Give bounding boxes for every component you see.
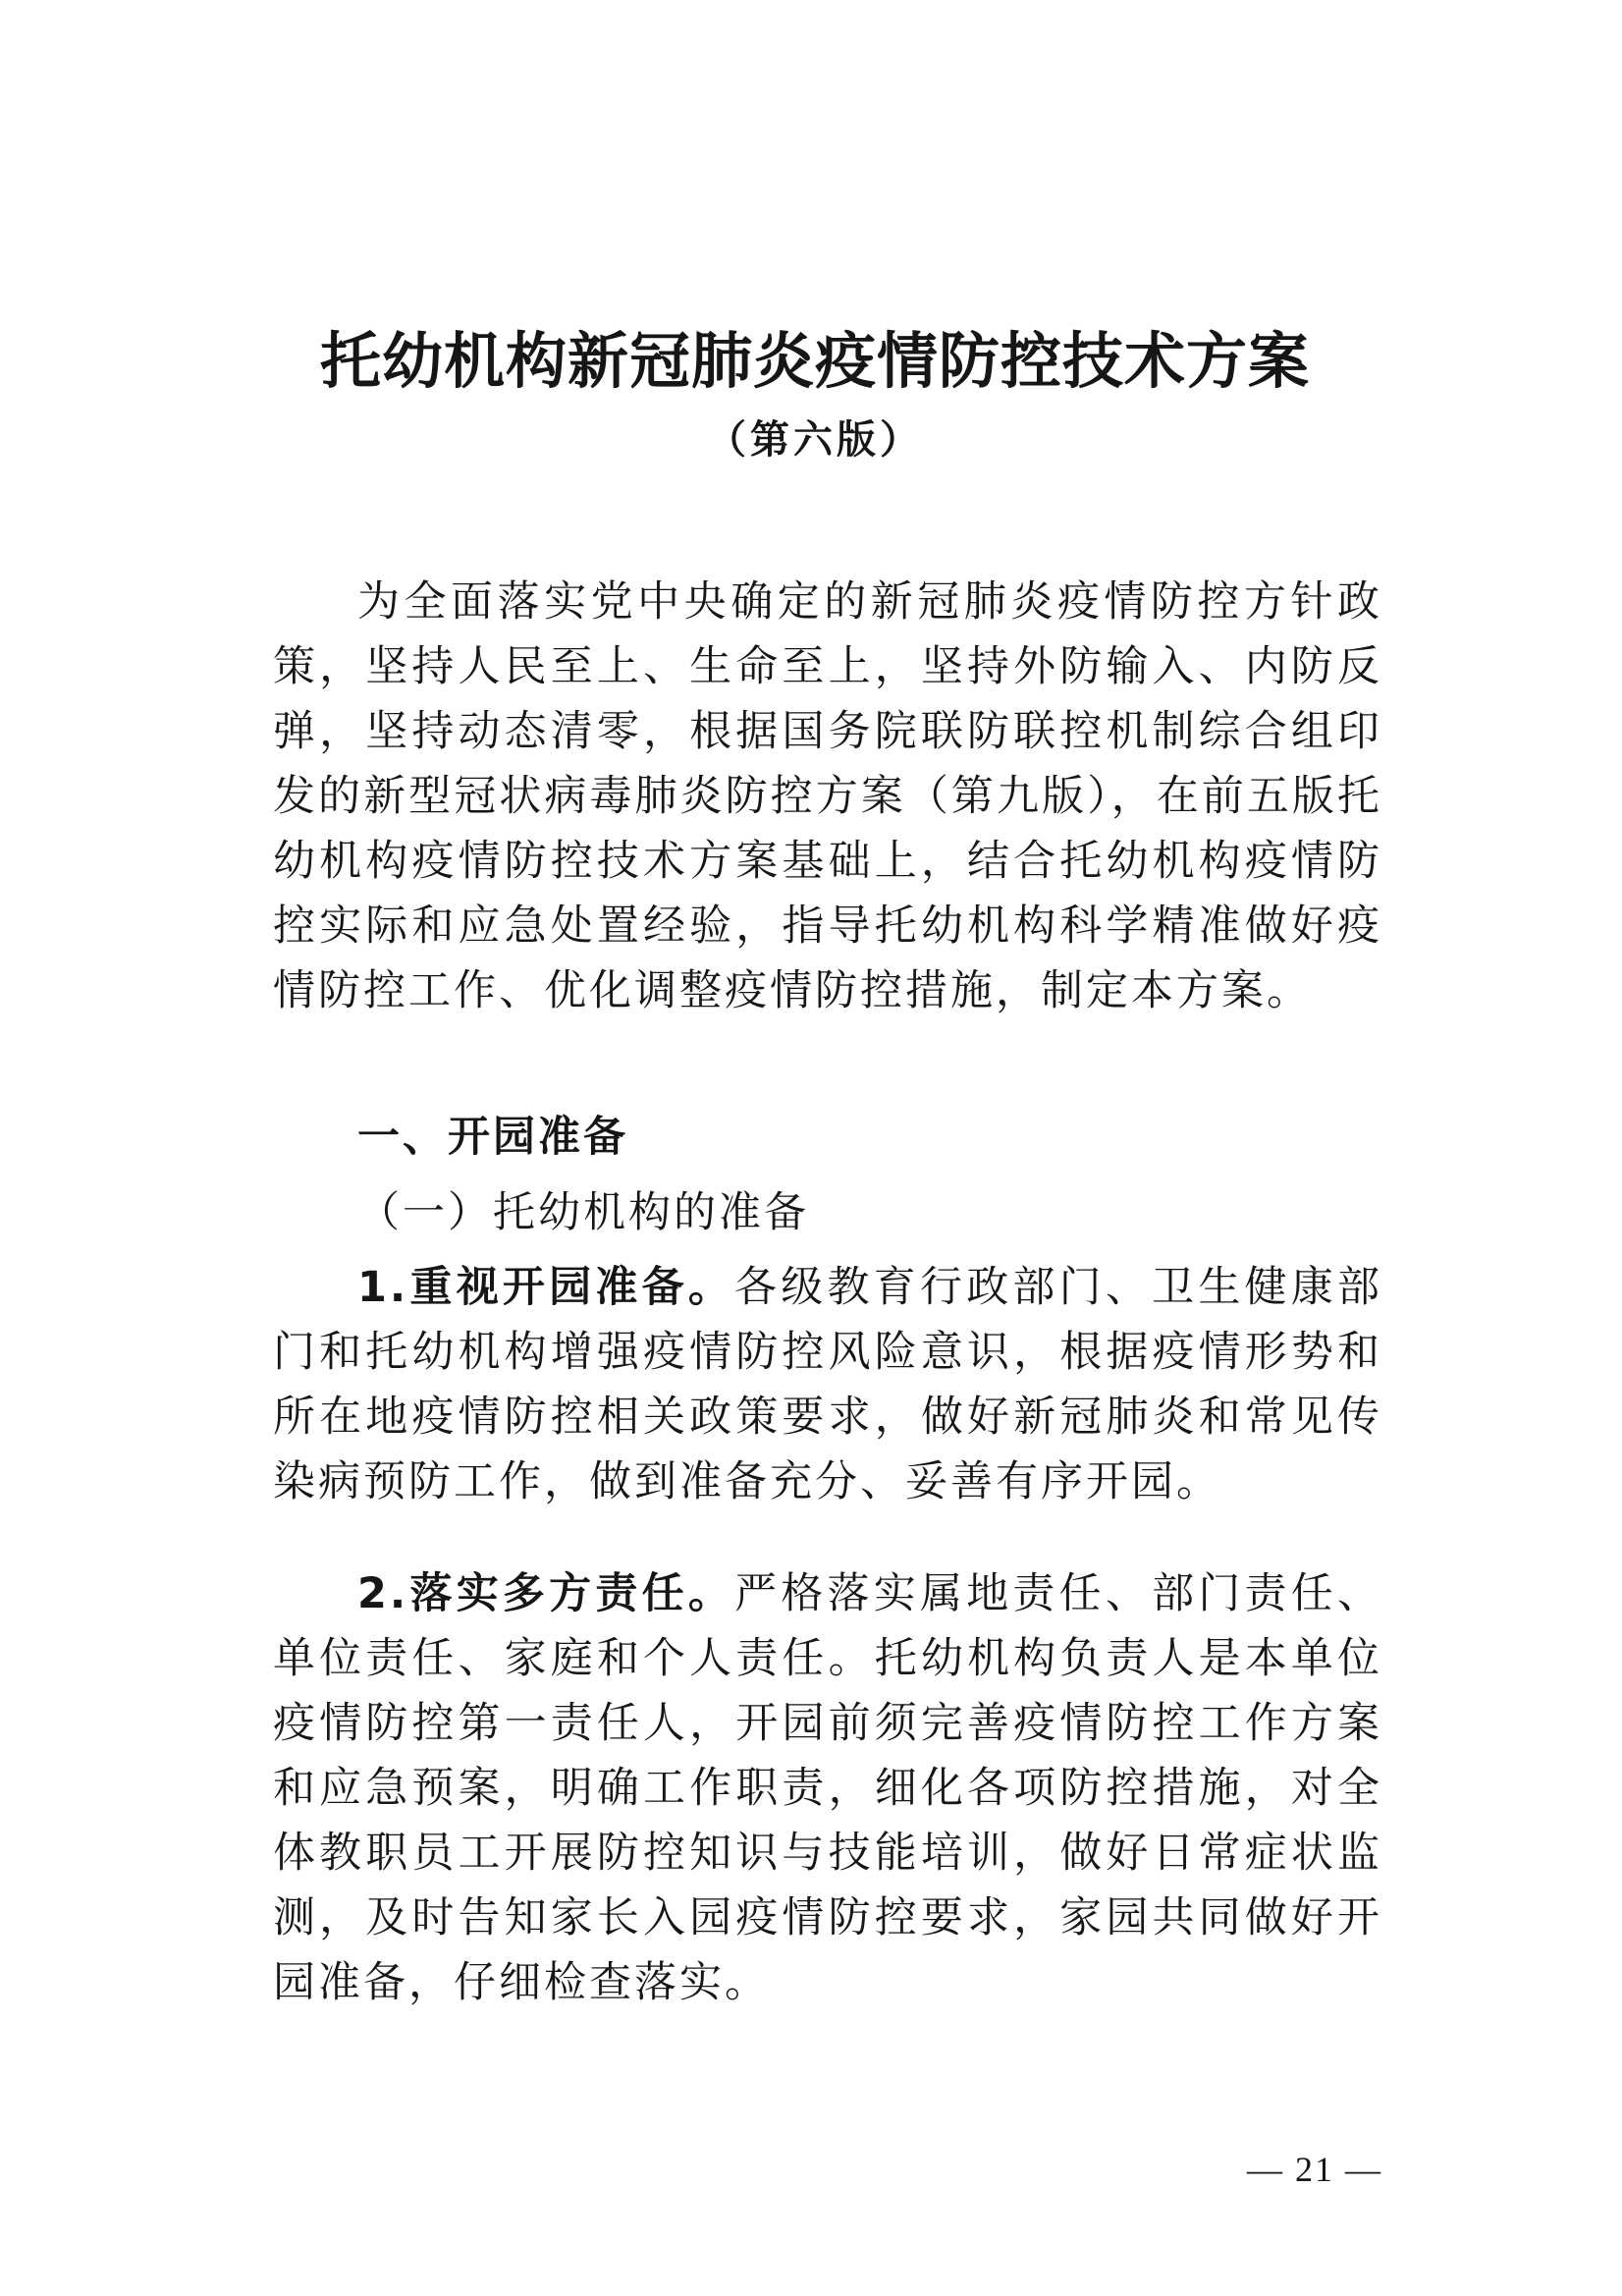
item-paragraph-2	[273, 1561, 1382, 2015]
item-lead-2: 2.落实多方责任。	[357, 1569, 735, 1618]
item-text-2: 严格落实属地责任、部门责任、单位责任、家庭和个人责任。托幼机构负责人是本单位疫情防控第一责任人，开园前须完善疫情防控工作方案和应急预案，明确工作职责，细化各项防控措施，对全体教职员工开展防控知识与技能培训，做好日常症状监测，及时告知家长入园疫情防控要求，家园共同做好开园准备，仔细检查落实。	[273, 1569, 1382, 2007]
item-paragraph-1	[273, 1255, 1382, 1514]
section-heading: 一、开园准备	[357, 1113, 628, 1162]
intro-paragraph: 为全面落实党中央确定的新冠肺炎疫情防控方针政策，坚持人民至上、生命至上，坚持外防输入、内防反弹，坚持动态清零，根据国务院联防联控机制综合组印发的新型冠状病毒肺炎防控方案（第九版），在前五版托幼机构疫情防控技术方案基础上，结合托幼机构疫情防控实际和应急处置经验，指导托幼机构科学精准做好疫情防控工作、优化调整疫情防控措施，制定本方案。	[273, 577, 1382, 1015]
document-subtitle: （第六版）	[707, 416, 923, 463]
item-lead-1: 1.重视开园准备。	[357, 1263, 735, 1312]
item-text-1: 各级教育行政部门、卫生健康部门和托幼机构增强疫情防控风险意识，根据疫情形势和所在地疫情防控相关政策要求，做好新冠肺炎和常见传染病预防工作，做到准备充分、妥善有序开园。	[273, 1263, 1382, 1506]
subsection-heading: （一）托幼机构的准备	[357, 1188, 809, 1237]
page-number: — 21 —	[1247, 2150, 1382, 2189]
document-title: 托幼机构新冠肺炎疫情防控技术方案	[319, 325, 1310, 397]
